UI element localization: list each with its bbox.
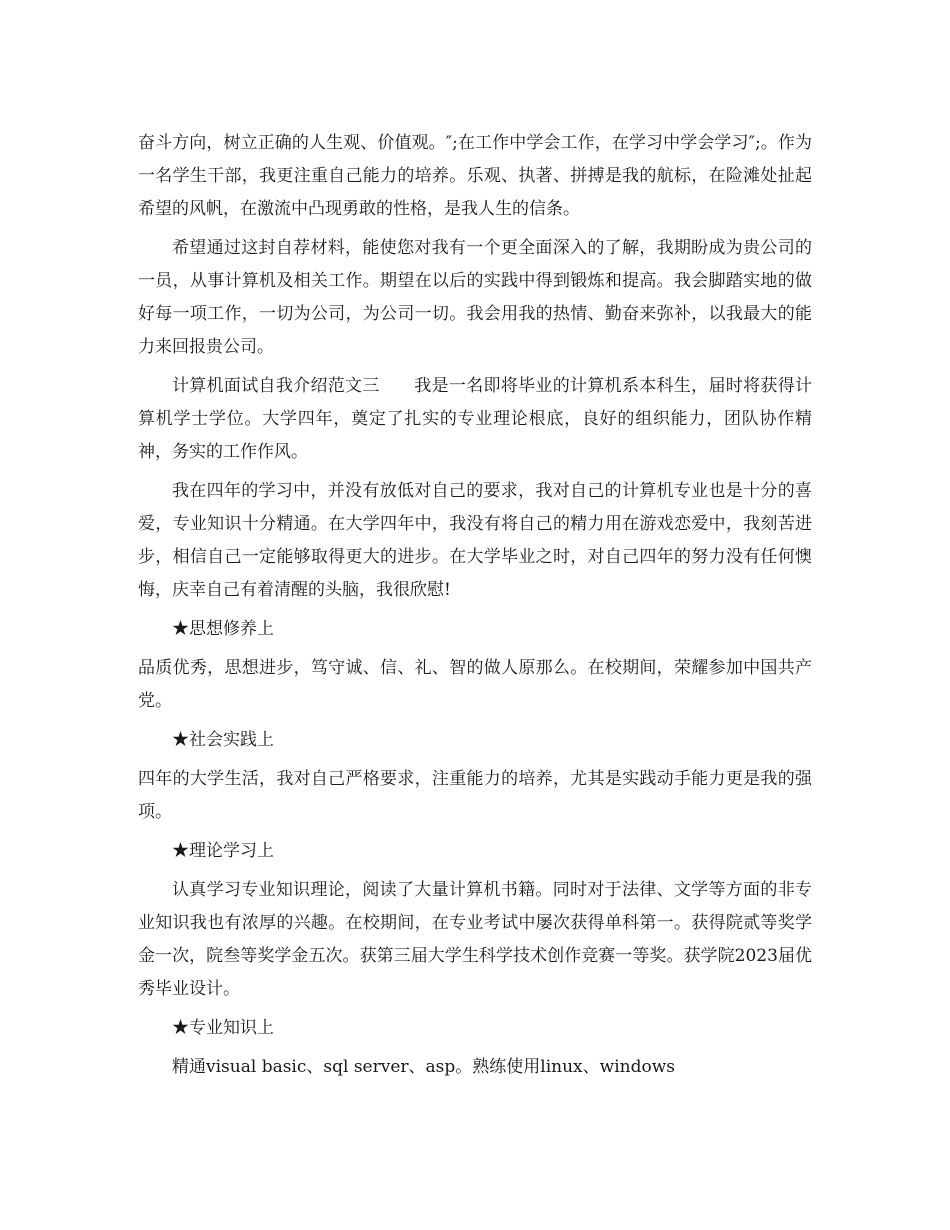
paragraph-intro-sample-three: 计算机面试自我介绍范文三 我是一名即将毕业的计算机系本科生，届时将获得计算机学士学位。大学四年，奠定了扎实的专业理论根底，良好的组织能力，团队协作精神，务实的工作作风。 [138, 376, 812, 462]
heading-theory-study: ★理论学习上 [172, 841, 274, 861]
paragraph-self-recommendation: 希望通过这封自荐材料，能使您对我有一个更全面深入的了解，我期盼成为贵公司的一员，从事计算机及相关工作。期望在以后的实践中得到锻炼和提高。我会脚踏实地的做好每一项工作，一切为公司，为公司一切。我会用我的热情、勤奋来弥补，以我最大的能力来回报贵公司。 [138, 238, 812, 357]
heading-social-practice: ★社会实践上 [172, 730, 274, 750]
heading-ideological-cultivation: ★思想修养上 [172, 619, 274, 639]
heading-professional-knowledge: ★专业知识上 [172, 1018, 274, 1038]
paragraph-four-years-study: 我在四年的学习中，并没有放低对自己的要求，我对自己的计算机专业也是十分的喜爱，专业知识十分精通。在大学四年中，我没有将自己的精力用在游戏恋爱中，我刻苦进步，相信自己一定能够取得更大的进步。在大学毕业之时，对自己四年的努力没有任何懊悔，庆幸自己有着清醒的头脑，我很欣慰! [138, 481, 812, 600]
paragraph-career-direction: 奋斗方向，树立正确的人生观、价值观。″;在工作中学会工作，在学习中学会学习″;。作为一名学生干部，我更注重自己能力的培养。乐观、执著、拼搏是我的航标，在险滩处扯起希望的风帆，在激流中凸现勇敢的性格，是我人生的信条。 [138, 133, 812, 219]
paragraph-theory-study: 认真学习专业知识理论，阅读了大量计算机书籍。同时对于法律、文学等方面的非专业知识我也有浓厚的兴趣。在校期间，在专业考试中屡次获得单科第一。获得院贰等奖学金一次，院叁等奖学金五次。获第三届大学生科学技术创作竞赛一等奖。获学院2023届优秀毕业设计。 [138, 880, 812, 999]
document-page [138, 127, 812, 1090]
paragraph-ideological-cultivation: 品质优秀，思想进步，笃守诚、信、礼、智的做人原那么。在校期间，荣耀参加中国共产党。 [138, 658, 812, 711]
paragraph-professional-knowledge: 精通visual basic、sql server、asp。熟练使用linux、windows [172, 1057, 675, 1077]
paragraph-social-practice: 四年的大学生活，我对自己严格要求，注重能力的培养，尤其是实践动手能力更是我的强项。 [138, 769, 812, 822]
